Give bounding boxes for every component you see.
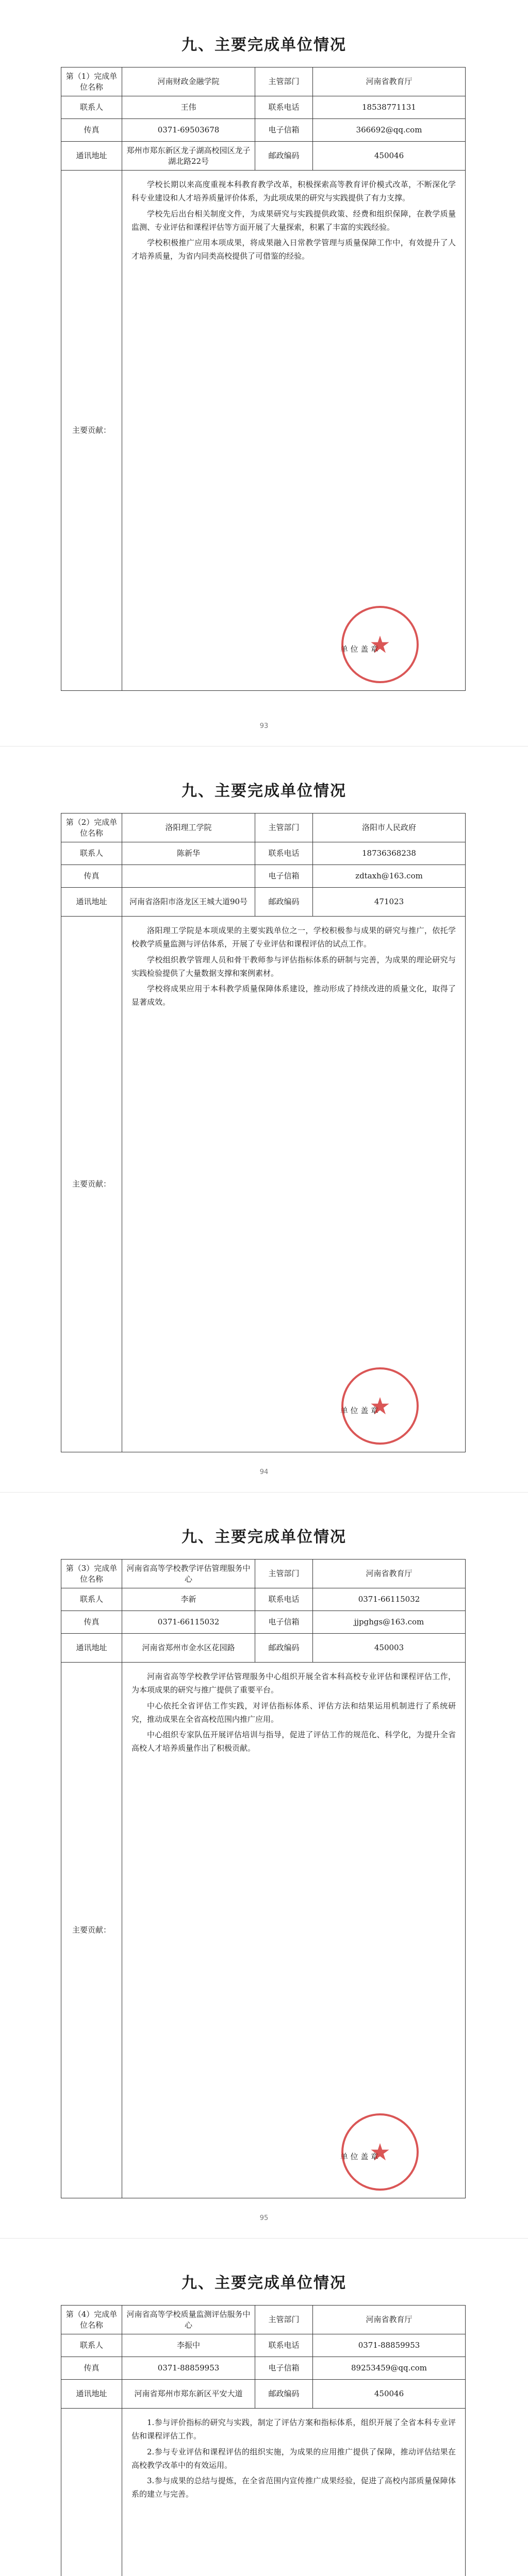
unit-name: 河南财政金融学院: [122, 67, 255, 96]
document-page: [0, 0, 528, 746]
email: jjpghgs@163.com: [313, 1611, 466, 1634]
section-title: 九、主要完成单位情况: [182, 2274, 346, 2292]
fax-label: 传真: [61, 119, 122, 142]
seal-star-icon: ★: [369, 2138, 391, 2166]
official-seal-icon: [341, 2113, 419, 2191]
fax: 0371-66115032: [122, 1611, 255, 1634]
authority-label: 主管部门: [255, 67, 313, 96]
authority: 河南省教育厅: [313, 1560, 466, 1588]
sign-label: 单 位 盖 章: [340, 1405, 378, 1415]
contribution-paragraph: 2.参与专业评估和课程评估的组织实施，为成果的应用推广提供了保障，推动评估结果在高校教学改革中的有效运用。: [131, 2447, 456, 2470]
contribution-label: 主要贡献：: [61, 917, 122, 1452]
contribution-label: 主要贡献：: [61, 1663, 122, 2198]
authority: 河南省教育厅: [313, 67, 466, 96]
seal-star-icon: ★: [369, 631, 391, 658]
sign-label: 单 位 盖 章: [340, 2151, 378, 2161]
authority-label: 主管部门: [255, 1560, 313, 1588]
contribution-paragraph: 学校将成果应用于本科教学质量保障体系建设，推动形成了持续改进的质量文化，取得了显著成效。: [131, 984, 456, 1007]
fax-label: 传真: [61, 2357, 122, 2380]
mobile: 0371-88859953: [313, 2334, 466, 2357]
mobile-label: 联系电话: [255, 96, 313, 119]
email: zdtaxh@163.com: [313, 865, 466, 888]
section-title: 九、主要完成单位情况: [182, 36, 346, 54]
mobile-label: 联系电话: [255, 1588, 313, 1611]
email-label: 电子信箱: [255, 2357, 313, 2380]
mobile: 0371-66115032: [313, 1588, 466, 1611]
fax: 0371-88859953: [122, 2357, 255, 2380]
page-number: 94: [259, 1468, 269, 1476]
email: 366692@qq.com: [313, 119, 466, 142]
section-title: 九、主要完成单位情况: [182, 1528, 346, 1546]
contact-label: 联系人: [61, 2334, 122, 2357]
document-page: [0, 2238, 528, 2576]
postcode: 471023: [313, 888, 466, 917]
contribution-label: 主要贡献：: [61, 171, 122, 691]
contact-label: 联系人: [61, 1588, 122, 1611]
contact: 李新: [122, 1588, 255, 1611]
mobile: 18736368238: [313, 842, 466, 865]
contribution-paragraph: 学校组织教学管理人员和骨干教师参与评估指标体系的研制与完善，为成果的理论研究与实践检验提供了大量数据支撑和案例素材。: [131, 955, 456, 978]
address: 河南省郑州市金水区花园路: [122, 1634, 255, 1663]
contribution-label: [61, 2409, 122, 2576]
unit-info-table: [61, 67, 466, 691]
contribution-paragraph: 学校先后出台相关制度文件，为成果研究与实践提供政策、经费和组织保障，在教学质量监测、专业评估和课程评估等方面开展了大量探索，积累了丰富的实践经验。: [131, 209, 456, 232]
unit-name-label: 第（4）完成单位名称: [61, 2306, 122, 2334]
unit-name-label: 第（3）完成单位名称: [61, 1560, 122, 1588]
postcode-label: 邮政编码: [255, 2380, 313, 2409]
contribution-cell: [122, 917, 466, 1452]
page-divider: [0, 746, 528, 747]
page-number: 95: [259, 2214, 269, 2222]
contribution-paragraph: 洛阳理工学院是本项成果的主要实践单位之一，学校积极参与成果的研究与推广，依托学校教学质量监测与评估体系，开展了专业评估和课程评估的试点工作。: [131, 926, 456, 949]
sign-label: 单 位 盖 章: [340, 644, 378, 654]
authority-label: 主管部门: [255, 2306, 313, 2334]
contact-label: 联系人: [61, 96, 122, 119]
unit-name: 河南省高等学校质量监测评估服务中心: [122, 2306, 255, 2334]
contribution-paragraph: 中心依托全省评估工作实践，对评估指标体系、评估方法和结果运用机制进行了系统研究，推动成果在全省高校范围内推广应用。: [131, 1701, 456, 1724]
email: 89253459@qq.com: [313, 2357, 466, 2380]
unit-info-table: [61, 813, 466, 1452]
official-seal-icon: [341, 1367, 419, 1445]
contact-label: 联系人: [61, 842, 122, 865]
unit-info-table: [61, 1559, 466, 2198]
email-label: 电子信箱: [255, 1611, 313, 1634]
contribution-cell: [122, 171, 466, 691]
address: 河南省洛阳市洛龙区王城大道90号: [122, 888, 255, 917]
fax: 0371-69503678: [122, 119, 255, 142]
fax-label: 传真: [61, 865, 122, 888]
address-label: 通讯地址: [61, 888, 122, 917]
contact: 陈新华: [122, 842, 255, 865]
postcode-label: 邮政编码: [255, 142, 313, 171]
address-label: 通讯地址: [61, 2380, 122, 2409]
authority: 洛阳市人民政府: [313, 814, 466, 842]
address-label: 通讯地址: [61, 142, 122, 171]
seal-star-icon: ★: [369, 1392, 391, 1420]
postcode: 450003: [313, 1634, 466, 1663]
mobile-label: 联系电话: [255, 842, 313, 865]
document-page: [0, 746, 528, 1492]
contribution-paragraph: 3.参与成果的总结与提炼，在全省范围内宣传推广成果经验，促进了高校内部质量保障体系的建立与完善。: [131, 2476, 456, 2499]
page-divider: [0, 1492, 528, 1493]
address-label: 通讯地址: [61, 1634, 122, 1663]
contribution-paragraph: 河南省高等学校教学评估管理服务中心组织开展全省本科高校专业评估和课程评估工作，为本项成果的研究与推广提供了重要平台。: [131, 1672, 456, 1695]
contribution-cell: [122, 1663, 466, 2198]
unit-name-label: 第（2）完成单位名称: [61, 814, 122, 842]
postcode-label: 邮政编码: [255, 888, 313, 917]
page-divider: [0, 2238, 528, 2239]
mobile: 18538771131: [313, 96, 466, 119]
authority-label: 主管部门: [255, 814, 313, 842]
contribution-paragraph: 学校长期以来高度重视本科教育教学改革，积极探索高等教育评价模式改革，不断深化学科专业建设和人才培养质量评价体系，为此项成果的研究与实践提供了有力支撑。: [131, 180, 456, 203]
email-label: 电子信箱: [255, 119, 313, 142]
fax-label: 传真: [61, 1611, 122, 1634]
contribution-paragraph: 中心组织专家队伍开展评估培训与指导，促进了评估工作的规范化、科学化，为提升全省高校人才培养质量作出了积极贡献。: [131, 1730, 456, 1753]
authority: 河南省教育厅: [313, 2306, 466, 2334]
contribution-paragraph: 学校积极推广应用本项成果，将成果融入日常教学管理与质量保障工作中，有效提升了人才培养质量，为省内同类高校提供了可借鉴的经验。: [131, 238, 456, 261]
unit-name: 洛阳理工学院: [122, 814, 255, 842]
official-seal-icon: [341, 606, 419, 683]
postcode-label: 邮政编码: [255, 1634, 313, 1663]
postcode: 450046: [313, 2380, 466, 2409]
document-page: [0, 1492, 528, 2238]
address: 郑州市郑东新区龙子湖高校园区龙子湖北路22号: [122, 142, 255, 171]
unit-info-table: [61, 2305, 466, 2576]
fax: [122, 865, 255, 888]
section-title: 九、主要完成单位情况: [182, 782, 346, 800]
contact: 王伟: [122, 96, 255, 119]
unit-name: 河南省高等学校教学评估管理服务中心: [122, 1560, 255, 1588]
page-number: 93: [259, 722, 269, 730]
postcode: 450046: [313, 142, 466, 171]
contribution-paragraph: 1.参与评价指标的研究与实践，制定了评估方案和指标体系，组织开展了全省本科专业评估和课程评估工作。: [131, 2418, 456, 2441]
email-label: 电子信箱: [255, 865, 313, 888]
mobile-label: 联系电话: [255, 2334, 313, 2357]
contribution-cell: [122, 2409, 466, 2576]
address: 河南省郑州市郑东新区平安大道: [122, 2380, 255, 2409]
contact: 李振中: [122, 2334, 255, 2357]
unit-name-label: 第（1）完成单位名称: [61, 67, 122, 96]
